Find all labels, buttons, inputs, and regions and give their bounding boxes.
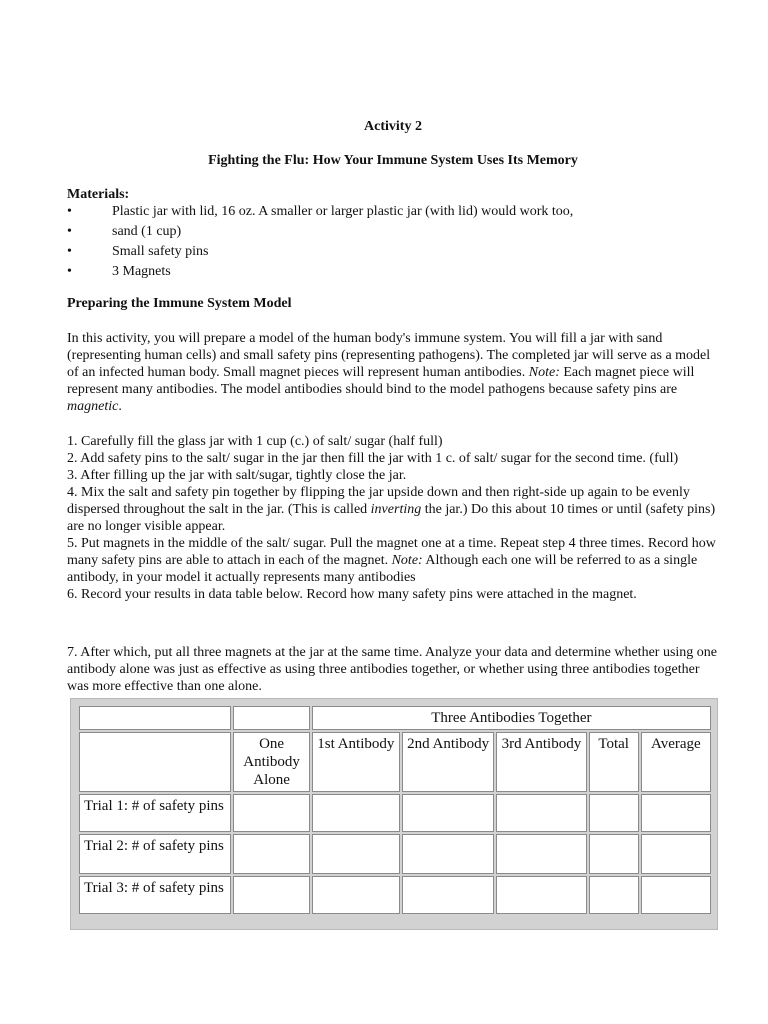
- table-cell: [79, 732, 231, 792]
- row-label: Trial 2: # of safety pins: [79, 834, 231, 874]
- table-cell[interactable]: [233, 876, 309, 914]
- column-header: 2nd Antibody: [402, 732, 494, 792]
- step-3: 3. After filling up the jar with salt/sugar, tightly close the jar.: [67, 468, 407, 483]
- step-5: 5. Put magnets in the middle of the salt/ sugar. Pull the magnet one at a time. Repeat step 4 three times. Record how many safety pins are able to attach in each of the magnet. Note: Although each one will be referred to as a single antibody, in your model it actually represents many antibodies: [67, 536, 716, 585]
- table-row: [79, 794, 711, 832]
- bullet-icon: •: [67, 224, 72, 239]
- activity-title: Activity 2: [364, 119, 422, 134]
- table-row: [79, 876, 711, 914]
- step-6: 6. Record your results in data table below. Record how many safety pins were attached in the magnet.: [67, 587, 637, 602]
- magnetic-word: magnetic: [67, 399, 119, 414]
- table-cell[interactable]: [496, 876, 586, 914]
- row-label: Trial 3: # of safety pins: [79, 876, 231, 914]
- data-table-frame: [70, 698, 718, 930]
- list-item: • sand (1 cup): [67, 224, 182, 239]
- column-header: Average: [641, 732, 711, 792]
- table-cell[interactable]: [402, 876, 494, 914]
- bullet-icon: •: [67, 264, 72, 279]
- column-header: 3rd Antibody: [496, 732, 586, 792]
- step-2: 2. Add safety pins to the salt/ sugar in the jar then fill the jar with 1 c. of salt/ sugar for the second time. (full): [67, 451, 679, 466]
- table-row: [79, 732, 711, 792]
- intro-paragraph: In this activity, you will prepare a model of the human body's immune system. You will fill a jar with sand (representing human cells) and small safety pins (representing pathogens). The completed jar will serve as a model of an infected human body. Small magnet pieces will represent human antibodies. Note: Each magnet piece will represent many antibodies. The model antibodies should bind to the model pathogens because safety pins are magnetic.: [67, 331, 711, 414]
- steps-list: [67, 433, 722, 603]
- table-cell[interactable]: [641, 834, 711, 874]
- step-4: 4. Mix the salt and safety pin together by flipping the jar upside down and then right-side up again to be evenly dispersed throughout the salt in the jar. (This is called inverting the jar.) Do this about 10 times or until (safety pins) are no longer visible appear.: [67, 485, 716, 534]
- table-cell[interactable]: [589, 834, 639, 874]
- table-cell[interactable]: [589, 794, 639, 832]
- table-cell[interactable]: [233, 794, 309, 832]
- group-header: Three Antibodies Together: [312, 706, 711, 730]
- table-cell[interactable]: [402, 794, 494, 832]
- column-header: Total: [589, 732, 639, 792]
- table-cell[interactable]: [402, 834, 494, 874]
- list-item: • 3 Magnets: [67, 264, 171, 279]
- table-row: [79, 706, 711, 730]
- list-item: • Plastic jar with lid, 16 oz. A smaller or larger plastic jar (with lid) would work too,: [67, 204, 574, 219]
- step-7: 7. After which, put all three magnets at the jar at the same time. Analyze your data and determine whether using one antibody alone was just as effective as using three antibodies together, or whether using three antibodies together was more effective than one alone.: [67, 645, 718, 694]
- data-table: [77, 704, 713, 916]
- table-cell: [233, 706, 309, 730]
- column-header: 1st Antibody: [312, 732, 400, 792]
- bullet-icon: •: [67, 244, 72, 259]
- table-cell[interactable]: [233, 834, 309, 874]
- table-cell[interactable]: [589, 876, 639, 914]
- table-cell[interactable]: [312, 794, 400, 832]
- table-row: [79, 834, 711, 874]
- table-cell[interactable]: [496, 794, 586, 832]
- note-label: Note:: [528, 365, 560, 380]
- bullet-icon: •: [67, 204, 72, 219]
- table-cell[interactable]: [312, 876, 400, 914]
- column-header: One Antibody Alone: [233, 732, 309, 792]
- table-cell[interactable]: [641, 794, 711, 832]
- table-cell: [79, 706, 231, 730]
- preparing-heading: Preparing the Immune System Model: [67, 296, 292, 311]
- step-1: 1. Carefully fill the glass jar with 1 cup (c.) of salt/ sugar (half full): [67, 434, 443, 449]
- table-cell[interactable]: [312, 834, 400, 874]
- table-cell[interactable]: [496, 834, 586, 874]
- activity-subtitle: Fighting the Flu: How Your Immune System Uses Its Memory: [208, 153, 578, 168]
- table-cell[interactable]: [641, 876, 711, 914]
- materials-heading: Materials:: [67, 187, 130, 202]
- list-item: • Small safety pins: [67, 244, 209, 259]
- materials-list: [67, 203, 722, 283]
- row-label: Trial 1: # of safety pins: [79, 794, 231, 832]
